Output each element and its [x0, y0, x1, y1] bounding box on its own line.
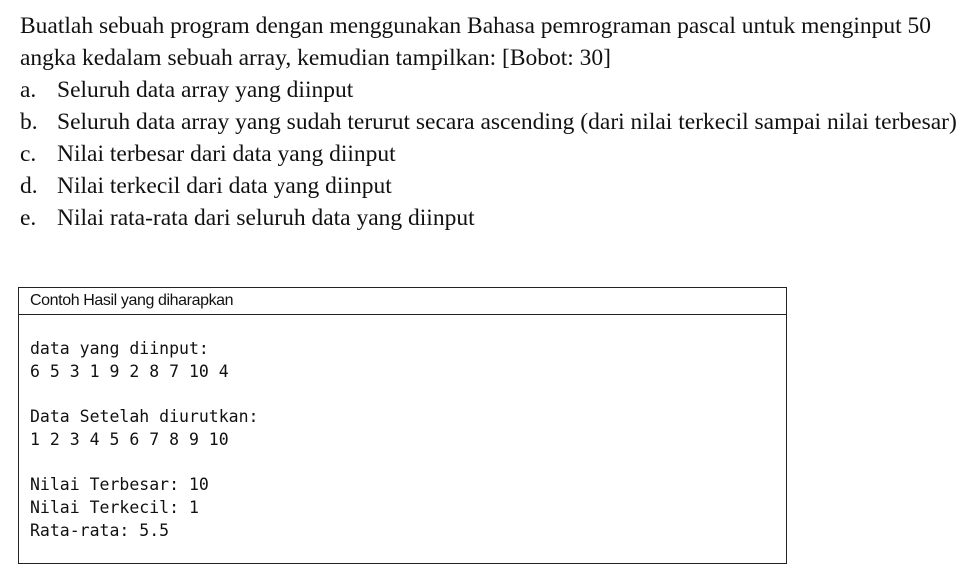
- question-text: [20, 10, 960, 234]
- average-line: Rata-rata: 5.5: [30, 521, 170, 540]
- item-marker: c.: [20, 141, 37, 167]
- item-marker: b.: [20, 109, 38, 135]
- item-marker: d.: [20, 173, 38, 199]
- sorted-values: 1 2 3 4 5 6 7 8 9 10: [30, 430, 229, 449]
- item-text: Nilai terkecil dari data yang diinput: [57, 173, 392, 199]
- question-item-a: [20, 74, 960, 106]
- item-text: Nilai terbesar dari data yang diinput: [57, 141, 396, 167]
- item-text: Seluruh data array yang diinput: [57, 77, 354, 103]
- example-header: Contoh Hasil yang diharapkan: [19, 288, 786, 315]
- sorted-label: Data Setelah diurutkan:: [30, 407, 259, 426]
- question-intro: Buatlah sebuah program dengan menggunakan Bahasa pemrograman pascal untuk menginput 50 angka kedalam sebuah array, kemudian tampilkan: [Bobot: 30]: [20, 13, 932, 71]
- input-label: data yang diinput:: [30, 339, 209, 358]
- question-item-d: [20, 170, 960, 202]
- min-value-line: Nilai Terkecil: 1: [30, 498, 199, 517]
- item-text: Seluruh data array yang sudah terurut secara ascending (dari nilai terkecil sampai nilai terbesar): [57, 109, 957, 135]
- input-values: 6 5 3 1 9 2 8 7 10 4: [30, 362, 229, 381]
- question-items: [20, 74, 960, 234]
- max-value-line: Nilai Terbesar: 10: [30, 475, 209, 494]
- example-output-box: [18, 287, 787, 564]
- item-text: Nilai rata-rata dari seluruh data yang diinput: [57, 205, 475, 231]
- blank-line: [30, 451, 786, 473]
- item-marker: e.: [20, 205, 37, 231]
- item-marker: a.: [20, 77, 37, 103]
- question-item-b: [20, 106, 960, 138]
- question-item-e: [20, 202, 960, 234]
- example-output: [19, 315, 786, 542]
- question-item-c: [20, 138, 960, 170]
- blank-line: [30, 383, 786, 405]
